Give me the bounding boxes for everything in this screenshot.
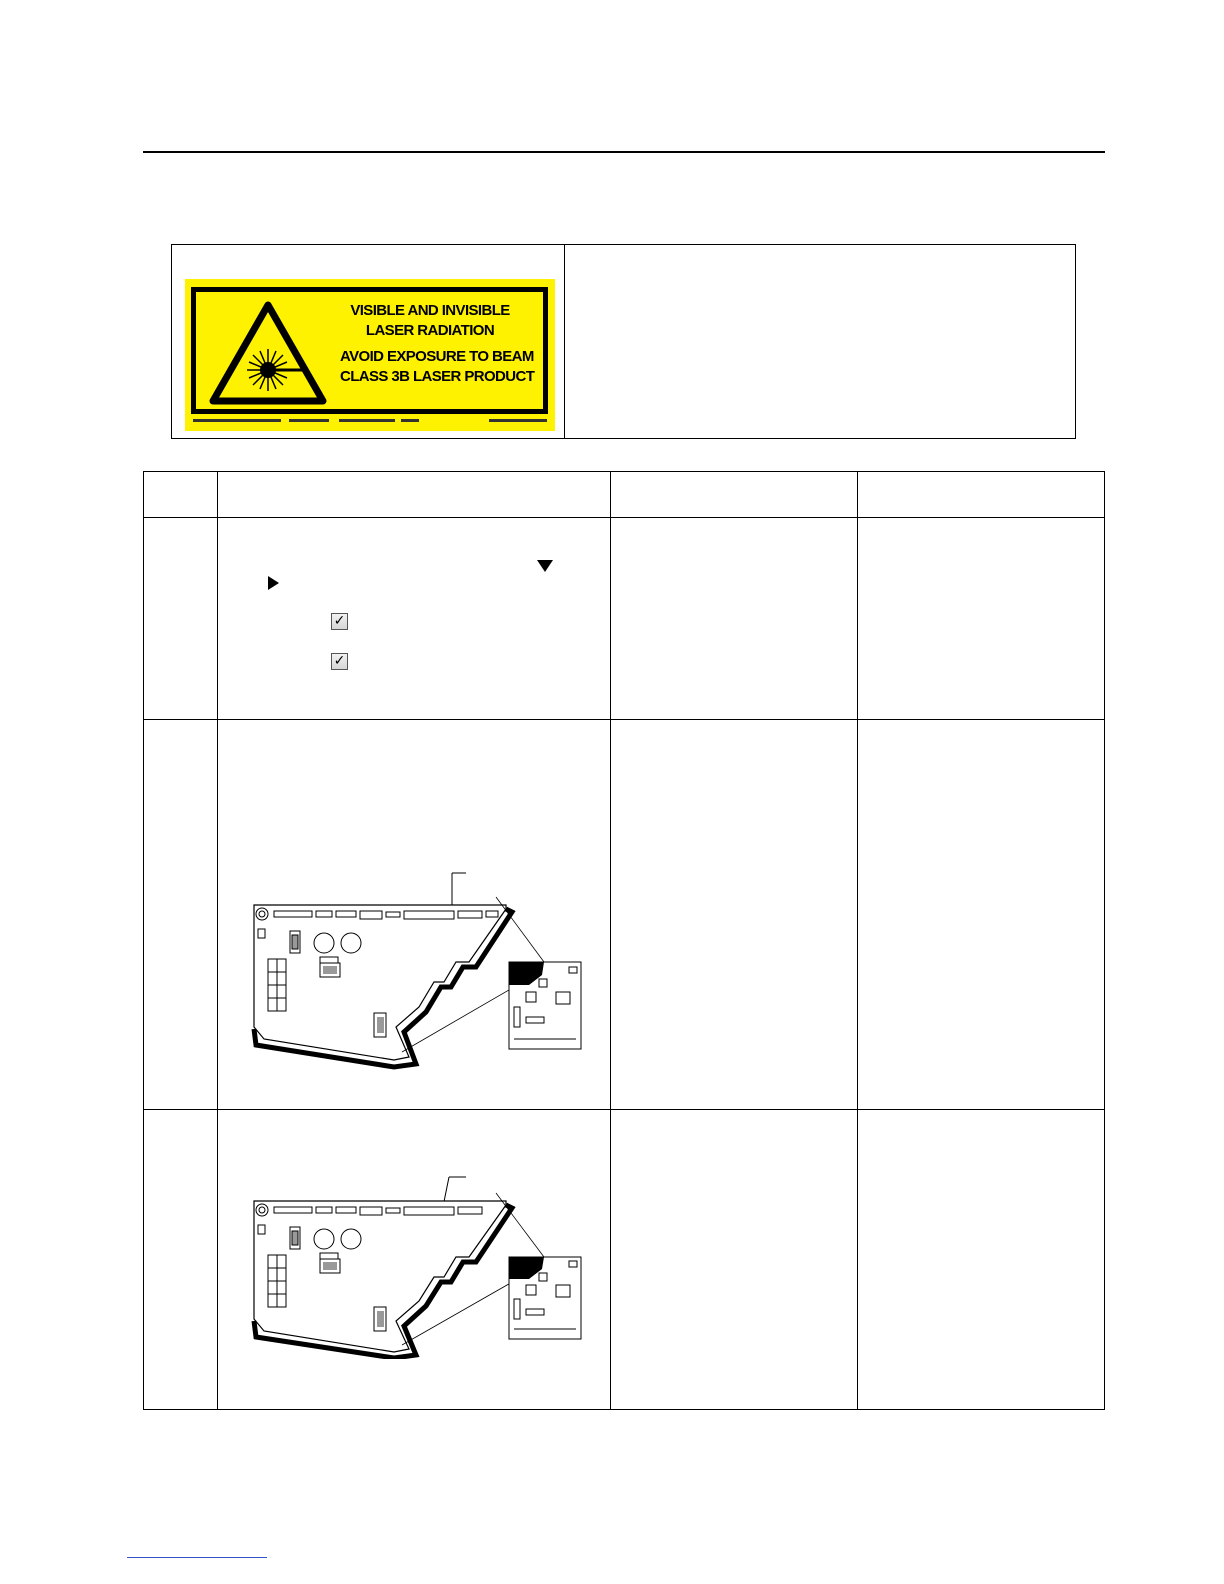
footer-link-underline[interactable]: [127, 1557, 267, 1558]
checkbox-icon: ✓: [331, 653, 348, 670]
down-arrow-icon: [537, 560, 553, 572]
procedure-table: [143, 471, 1105, 1410]
laser-label-fine-print: [193, 419, 548, 425]
controller-board-diagram-1: [244, 867, 589, 1072]
laser-label-line-2: LASER RADIATION: [365, 322, 495, 339]
laser-warning-label: [185, 279, 555, 431]
table-row-divider-2: [144, 1109, 1104, 1110]
warning-box-divider: [564, 245, 565, 438]
laser-label-line-4: CLASS 3B LASER PRODUCT: [340, 368, 535, 385]
laser-warning-icon: [209, 301, 327, 405]
table-column-divider-2: [610, 472, 611, 1409]
laser-warning-box: [171, 244, 1076, 439]
header-rule: [143, 151, 1105, 153]
table-row-divider-1: [144, 719, 1104, 720]
laser-label-line-1: VISIBLE AND INVISIBLE: [350, 302, 510, 319]
controller-board-diagram-2: [244, 1169, 589, 1359]
table-header-divider: [144, 517, 1104, 518]
table-column-divider-1: [217, 472, 218, 1409]
checkbox-icon: ✓: [331, 613, 348, 630]
right-arrow-icon: [268, 576, 279, 590]
table-column-divider-3: [857, 472, 858, 1409]
laser-label-line-3: AVOID EXPOSURE TO BEAM: [340, 348, 534, 365]
laser-label-text: [340, 301, 535, 387]
